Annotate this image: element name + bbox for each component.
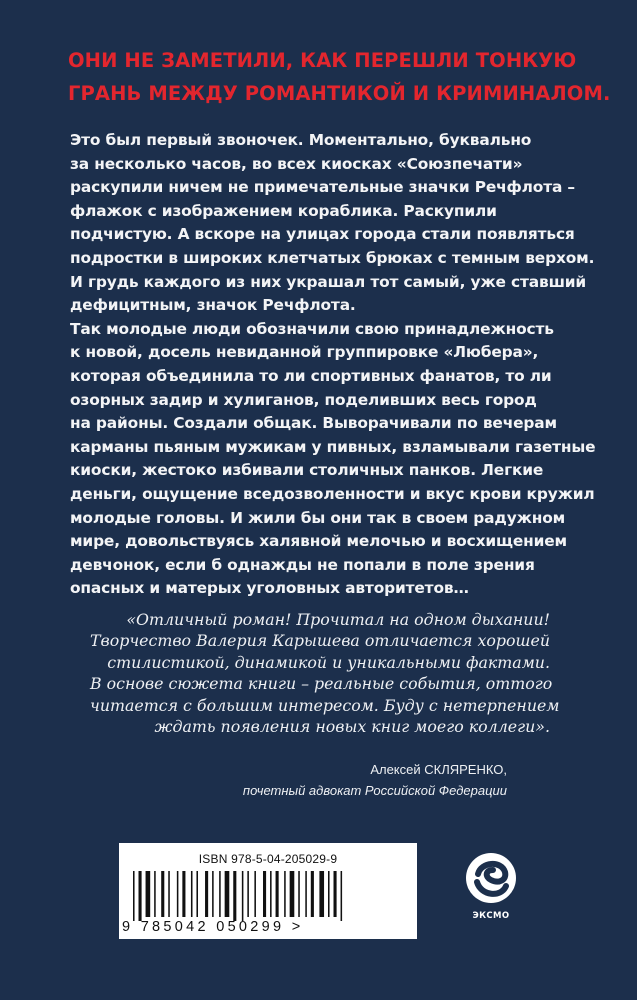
- synopsis-line: Это был первый звоночек. Моментально, буквально: [70, 131, 532, 149]
- barcode-bar: [290, 871, 295, 917]
- headline: [68, 44, 611, 110]
- barcode-panel: [119, 843, 417, 939]
- barcode-bar: [263, 871, 266, 917]
- synopsis-line: деньги, ощущение вседозволенности и вкус крови кружил: [70, 484, 595, 503]
- synopsis-line: подчистую. А вскоре на улицах города стали появляться: [70, 225, 575, 244]
- barcode-bar: [334, 871, 337, 917]
- barcode-bar: [191, 871, 193, 917]
- synopsis-line: озорных задир и хулиганов, поделивших весь город: [70, 390, 537, 409]
- barcode-bar: [242, 871, 244, 921]
- review-line: Творчество Валерия Карышева отличается хорошей: [90, 631, 550, 651]
- synopsis-line: опасных и матерых уголовных авторитетов…: [70, 579, 469, 598]
- barcode-bar: [205, 871, 208, 917]
- review-author-title: почетный адвокат Российской Федерации: [242, 783, 507, 798]
- synopsis-line: за несколько часов, во всех киосках «Союзпечати»: [70, 154, 523, 173]
- review-author: Алексей СКЛЯРЕНКО,: [370, 762, 507, 777]
- barcode-bar: [311, 871, 314, 917]
- synopsis-line: флажок с изображением кораблика. Раскупили: [70, 201, 497, 220]
- barcode-bar: [139, 871, 142, 921]
- barcode-bar: [177, 871, 179, 917]
- barcode-bar: [212, 871, 214, 917]
- headline-line: ОНИ НЕ ЗАМЕТИЛИ, КАК ПЕРЕШЛИ ТОНКУЮ: [68, 49, 577, 72]
- review-line: «Отличный роман! Прочитал на одном дыхании!: [126, 610, 550, 629]
- isbn-label: ISBN 978-5-04-205029-9: [198, 852, 338, 866]
- synopsis-line: карманы пьяным мужикам у пивных, взламывали газетные: [70, 437, 596, 456]
- barcode-bar: [146, 871, 151, 917]
- synopsis-line: Так молодые люди обозначили свою принадлежность: [70, 319, 554, 338]
- review-line: читается с большим интересом. Буду с нетерпением: [90, 695, 560, 715]
- synopsis-line: к новой, досель невиданной группировке «Любера»,: [70, 343, 539, 362]
- synopsis-line: подростки в широких клетчатых брюках с темным верхом.: [70, 248, 595, 267]
- review-line: В основе сюжета книги – реальные события, оттого: [90, 674, 553, 694]
- barcode-bar: [284, 871, 286, 917]
- barcode-bar: [182, 871, 185, 917]
- barcode-bar: [341, 871, 343, 921]
- publisher-name: ЭКСМО: [472, 911, 510, 921]
- review-attribution: [243, 759, 507, 801]
- synopsis-line: на районы. Создали общак. Выворачивали по вечерам: [70, 414, 557, 433]
- review-quote: [90, 609, 560, 737]
- eksmo-logo-icon: [463, 848, 519, 908]
- barcode-bar: [233, 871, 236, 921]
- barcode-bar: [247, 871, 249, 917]
- barcode-digits: 9 785042 050299 >: [122, 919, 304, 935]
- synopsis-line: мире, довольствуясь халявной мелочью и восхищением: [70, 532, 567, 551]
- barcode-bar: [154, 871, 156, 917]
- synopsis-line: И грудь каждого из них украшал тот самый, уже ставший: [70, 272, 587, 291]
- barcode-bar: [305, 871, 307, 917]
- barcode-bar: [161, 871, 164, 917]
- synopsis-line: которая объединила то ли спортивных фанатов, то ли: [70, 366, 552, 385]
- headline-line: ГРАНЬ МЕЖДУ РОМАНТИКОЙ И КРИМИНАЛОМ.: [68, 82, 611, 105]
- barcode-bar: [270, 871, 272, 917]
- barcode-bar: [254, 871, 256, 917]
- review-line: стилистикой, динамикой и уникальными фактами.: [107, 652, 550, 672]
- synopsis-line: раскупили ничем не примечательные значки Речфлота –: [70, 178, 575, 197]
- barcode-bar: [168, 871, 170, 917]
- barcode-bar: [319, 871, 324, 917]
- barcode-bar: [133, 871, 135, 921]
- barcode-bar: [328, 871, 330, 917]
- synopsis-line: девчонок, если б однажды не попали в поле зрения: [70, 555, 535, 574]
- barcode-bar: [298, 871, 300, 917]
- barcode-bar: [276, 871, 279, 917]
- review-line: ждать появления новых книг моего коллеги».: [154, 717, 550, 737]
- synopsis-line: киоски, жестоко избивали столичных панков. Легкие: [70, 461, 544, 480]
- publisher-logo: [463, 848, 519, 938]
- barcode-bar: [219, 871, 221, 917]
- barcode-bar: [196, 871, 198, 917]
- synopsis-line: молодые головы. И жили бы они так в своем радужном: [70, 508, 566, 527]
- synopsis: [70, 129, 596, 601]
- barcode-bar: [225, 871, 230, 917]
- synopsis-line: дефицитным, значок Речфлота.: [70, 296, 356, 315]
